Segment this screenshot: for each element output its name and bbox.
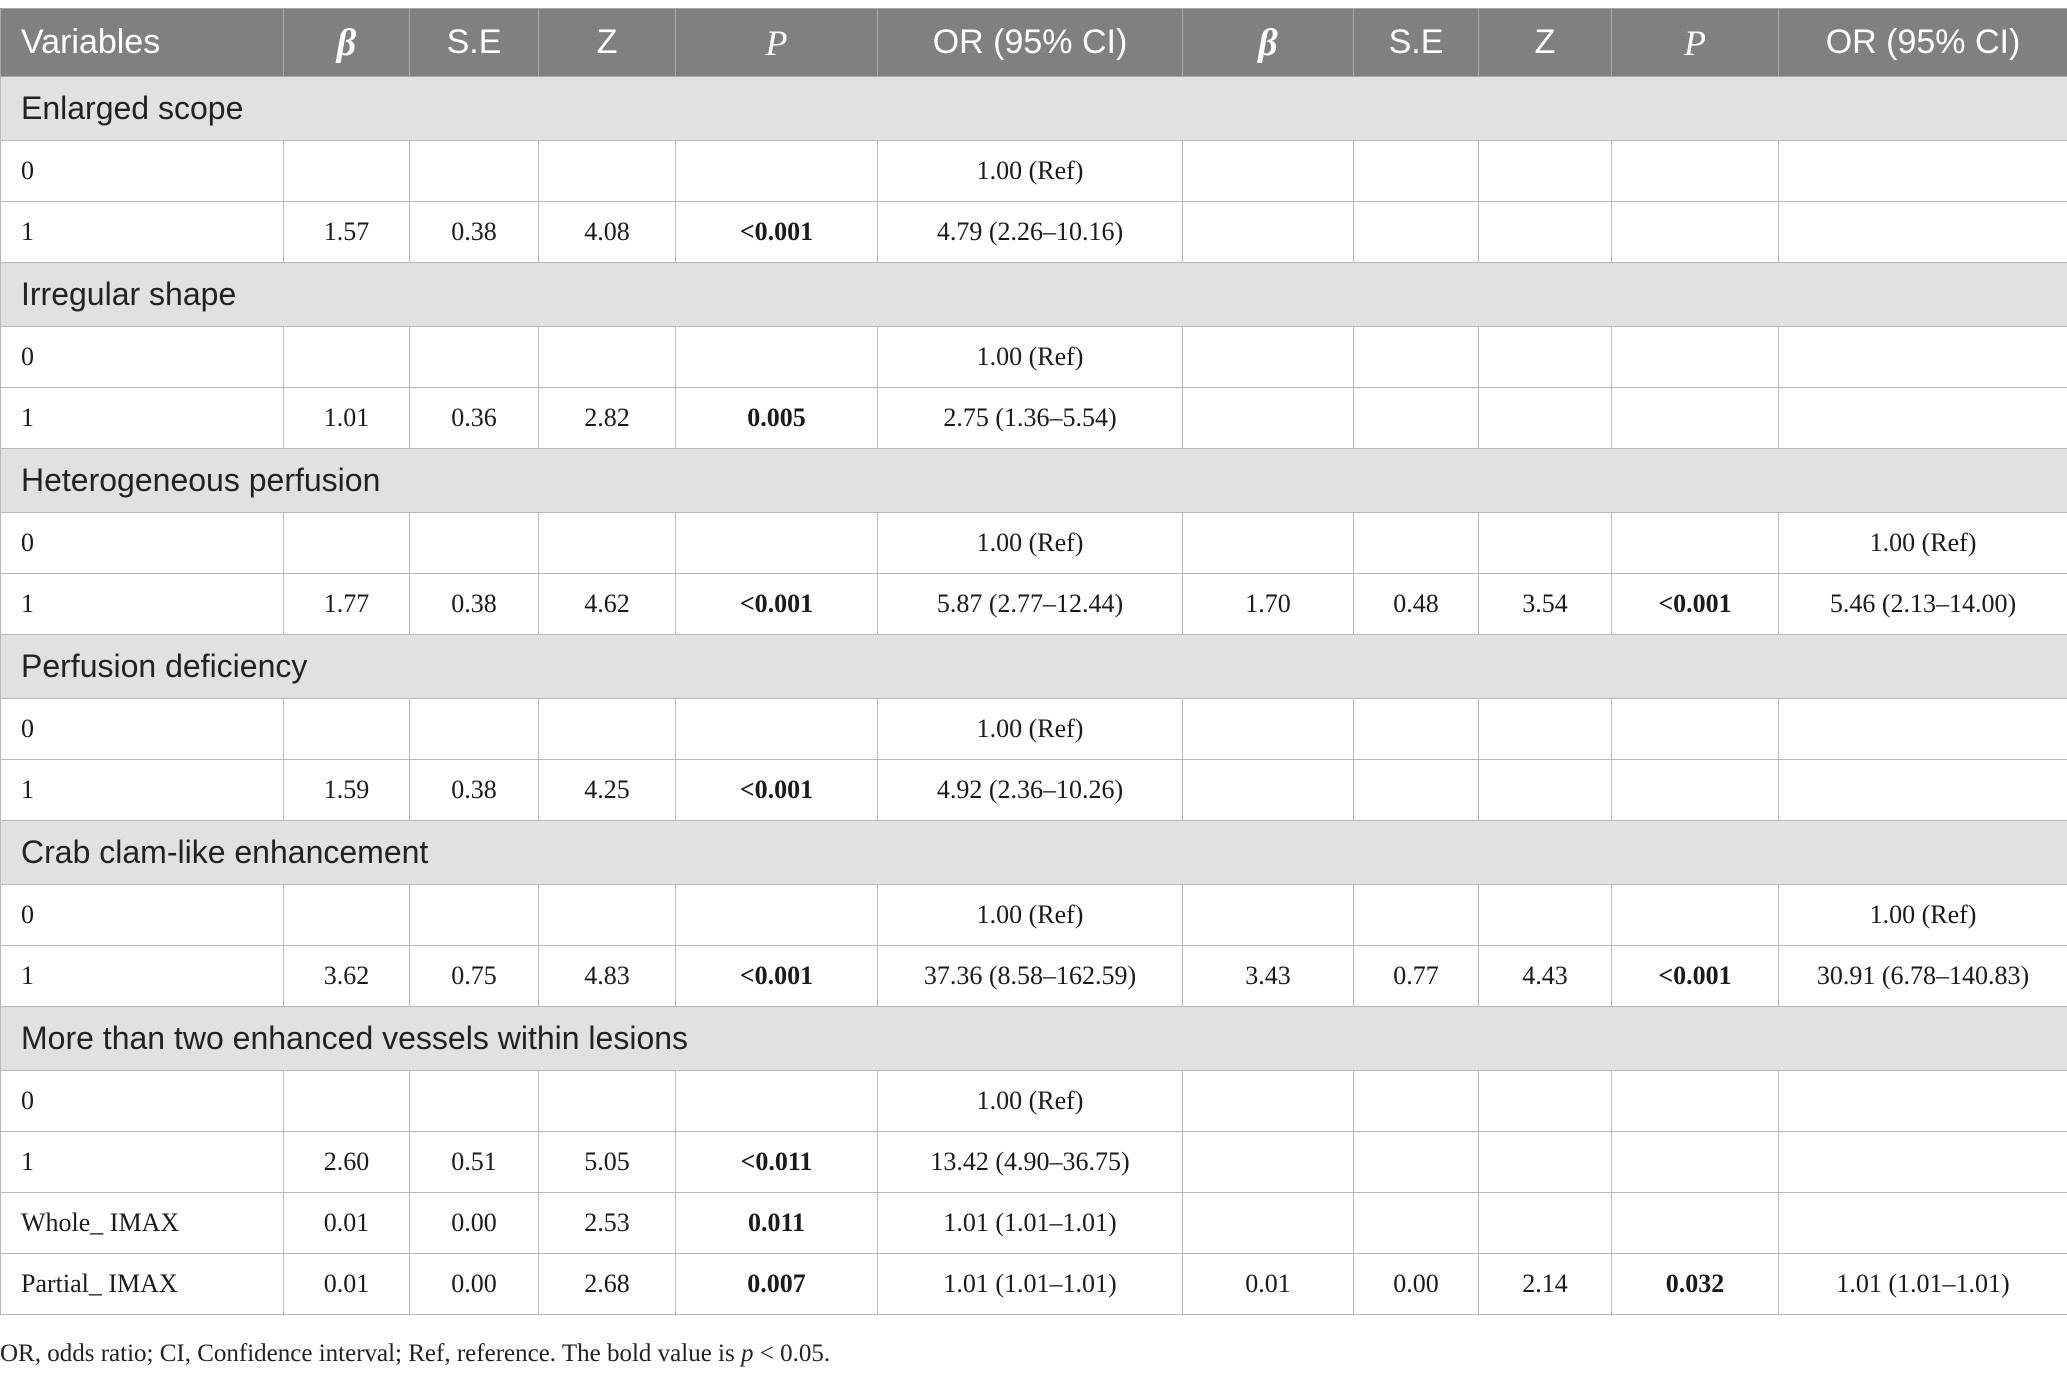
table-cell: <0.001 xyxy=(1612,574,1779,635)
table-cell: 1.00 (Ref) xyxy=(878,699,1183,760)
table-cell xyxy=(1779,327,2067,388)
table-cell: 0.38 xyxy=(410,760,539,821)
group-row xyxy=(1,821,2067,885)
table-cell xyxy=(1479,885,1612,946)
table-cell: 0.75 xyxy=(410,946,539,1007)
table-cell xyxy=(284,327,410,388)
row-label: 0 xyxy=(1,513,284,574)
table-cell xyxy=(676,1071,878,1132)
table-cell: 1.70 xyxy=(1183,574,1354,635)
row-label: 1 xyxy=(1,760,284,821)
table-cell xyxy=(1183,388,1354,449)
table-cell: 1.00 (Ref) xyxy=(1779,513,2067,574)
results-table xyxy=(0,8,2067,1315)
group-title: Heterogeneous perfusion xyxy=(1,449,2067,513)
header-or-ci: OR (95% CI) xyxy=(878,9,1183,77)
table-cell: <0.001 xyxy=(1612,946,1779,1007)
table-cell: 4.92 (2.36–10.26) xyxy=(878,760,1183,821)
table-cell: 0.51 xyxy=(410,1132,539,1193)
table-cell: 30.91 (6.78–140.83) xyxy=(1779,946,2067,1007)
group-title: Enlarged scope xyxy=(1,77,2067,141)
header-beta-multivariate: β xyxy=(1183,9,1354,77)
header-beta: β xyxy=(284,9,410,77)
table-cell: 1.00 (Ref) xyxy=(1779,885,2067,946)
table-cell xyxy=(1354,513,1479,574)
table-cell xyxy=(284,885,410,946)
row-label: Whole_ IMAX xyxy=(1,1193,284,1254)
table-cell: 1.00 (Ref) xyxy=(878,327,1183,388)
table-cell: 1.59 xyxy=(284,760,410,821)
table-cell xyxy=(539,327,676,388)
footnote-p-symbol: p xyxy=(740,1340,754,1367)
table-cell xyxy=(1479,760,1612,821)
group-title: Irregular shape xyxy=(1,263,2067,327)
table-cell xyxy=(1612,327,1779,388)
table-cell: 1.01 (1.01–1.01) xyxy=(1779,1254,2067,1315)
table-cell: 2.53 xyxy=(539,1193,676,1254)
table-cell: 3.62 xyxy=(284,946,410,1007)
table-cell: 0.36 xyxy=(410,388,539,449)
header-z-multivariate: Z xyxy=(1479,9,1612,77)
table-cell xyxy=(1612,1193,1779,1254)
table-cell xyxy=(676,885,878,946)
table-cell xyxy=(539,513,676,574)
row-label: 1 xyxy=(1,574,284,635)
table-cell xyxy=(1779,1193,2067,1254)
table-cell xyxy=(1479,513,1612,574)
table-cell: 4.43 xyxy=(1479,946,1612,1007)
table-cell xyxy=(1183,1071,1354,1132)
table-cell xyxy=(410,513,539,574)
table-cell xyxy=(1779,141,2067,202)
group-row xyxy=(1,263,2067,327)
table-cell: 1.01 (1.01–1.01) xyxy=(878,1254,1183,1315)
table-cell xyxy=(539,699,676,760)
table-cell: 5.05 xyxy=(539,1132,676,1193)
table-cell xyxy=(1183,202,1354,263)
footnote-text: OR, odds ratio; CI, Confidence interval; Ref, reference. The bold value is xyxy=(0,1340,741,1367)
table-cell: 0.032 xyxy=(1612,1254,1779,1315)
table-cell xyxy=(676,327,878,388)
table-cell xyxy=(410,885,539,946)
table-row xyxy=(1,1254,2067,1315)
table-cell xyxy=(676,513,878,574)
table-row xyxy=(1,1071,2067,1132)
table-cell: 37.36 (8.58–162.59) xyxy=(878,946,1183,1007)
table-cell xyxy=(1612,513,1779,574)
table-cell xyxy=(1479,141,1612,202)
table-cell: 0.01 xyxy=(284,1193,410,1254)
table-cell xyxy=(1479,1193,1612,1254)
table-cell: <0.001 xyxy=(676,946,878,1007)
table-cell xyxy=(410,1071,539,1132)
row-label: 1 xyxy=(1,202,284,263)
footnote-threshold: < 0.05. xyxy=(753,1340,831,1367)
table-cell xyxy=(539,885,676,946)
table-cell: 4.62 xyxy=(539,574,676,635)
table-cell: 2.75 (1.36–5.54) xyxy=(878,388,1183,449)
table-cell xyxy=(1354,141,1479,202)
table-body xyxy=(1,77,2067,1315)
table-cell xyxy=(1479,202,1612,263)
group-title: Perfusion deficiency xyxy=(1,635,2067,699)
table-row xyxy=(1,513,2067,574)
table-cell: 0.007 xyxy=(676,1254,878,1315)
table-cell: 4.83 xyxy=(539,946,676,1007)
table-cell: 2.68 xyxy=(539,1254,676,1315)
table-cell xyxy=(1354,202,1479,263)
table-cell xyxy=(1779,388,2067,449)
row-label: 0 xyxy=(1,141,284,202)
row-label: 1 xyxy=(1,946,284,1007)
table-row xyxy=(1,141,2067,202)
table-row xyxy=(1,760,2067,821)
row-label: 1 xyxy=(1,388,284,449)
header-p-multivariate: P xyxy=(1612,9,1779,77)
table-cell xyxy=(1612,699,1779,760)
header-se-multivariate: S.E xyxy=(1354,9,1479,77)
header-variables: Variables xyxy=(1,9,284,77)
table-cell xyxy=(1183,513,1354,574)
table-cell: 2.60 xyxy=(284,1132,410,1193)
table-cell: 0.01 xyxy=(1183,1254,1354,1315)
table-cell: 0.00 xyxy=(410,1254,539,1315)
table-cell xyxy=(1779,1132,2067,1193)
table-cell: 0.00 xyxy=(1354,1254,1479,1315)
table-cell xyxy=(1612,1071,1779,1132)
header-p: P xyxy=(676,9,878,77)
group-row xyxy=(1,635,2067,699)
row-label: 0 xyxy=(1,699,284,760)
row-label: 0 xyxy=(1,327,284,388)
table-cell xyxy=(1183,699,1354,760)
table-cell xyxy=(539,1071,676,1132)
table-cell: 1.77 xyxy=(284,574,410,635)
table-cell xyxy=(1183,1132,1354,1193)
header-row xyxy=(1,9,2067,77)
group-row xyxy=(1,1007,2067,1071)
table-cell xyxy=(1612,1132,1779,1193)
table-cell xyxy=(1479,327,1612,388)
table-row xyxy=(1,885,2067,946)
table-cell: 0.38 xyxy=(410,202,539,263)
group-title: More than two enhanced vessels within lesions xyxy=(1,1007,2067,1071)
table-cell xyxy=(1779,760,2067,821)
table-row xyxy=(1,1132,2067,1193)
table-row xyxy=(1,388,2067,449)
table-cell xyxy=(1354,1132,1479,1193)
table-cell xyxy=(1354,885,1479,946)
table-cell xyxy=(1479,1071,1612,1132)
table-cell xyxy=(1612,202,1779,263)
table-cell xyxy=(284,513,410,574)
table-cell xyxy=(284,1071,410,1132)
table-cell xyxy=(1354,327,1479,388)
table-cell: 1.01 xyxy=(284,388,410,449)
table-cell xyxy=(539,141,676,202)
table-cell: 5.87 (2.77–12.44) xyxy=(878,574,1183,635)
table-cell xyxy=(1183,760,1354,821)
table-cell: 0.38 xyxy=(410,574,539,635)
table-cell: 0.77 xyxy=(1354,946,1479,1007)
table-cell: 2.14 xyxy=(1479,1254,1612,1315)
table-cell xyxy=(410,327,539,388)
header-or-ci-multivariate: OR (95% CI) xyxy=(1779,9,2067,77)
table-cell xyxy=(410,699,539,760)
table-cell: 0.01 xyxy=(284,1254,410,1315)
table-cell xyxy=(410,141,539,202)
table-cell: 1.00 (Ref) xyxy=(878,141,1183,202)
table-cell xyxy=(1779,699,2067,760)
table-cell: 1.00 (Ref) xyxy=(878,1071,1183,1132)
table-cell xyxy=(1612,885,1779,946)
table-cell: <0.001 xyxy=(676,202,878,263)
table-cell xyxy=(1354,388,1479,449)
table-footnote xyxy=(0,1340,830,1368)
table-cell xyxy=(284,141,410,202)
table-cell: 0.48 xyxy=(1354,574,1479,635)
group-title: Crab clam-like enhancement xyxy=(1,821,2067,885)
table-cell: 1.00 (Ref) xyxy=(878,885,1183,946)
table-row xyxy=(1,1193,2067,1254)
table-cell xyxy=(1779,202,2067,263)
table-cell: 0.00 xyxy=(410,1193,539,1254)
table-cell xyxy=(1183,141,1354,202)
table-cell: 2.82 xyxy=(539,388,676,449)
header-z: Z xyxy=(539,9,676,77)
table-cell: <0.001 xyxy=(676,574,878,635)
table-cell xyxy=(1779,1071,2067,1132)
table-cell xyxy=(1354,760,1479,821)
table-cell xyxy=(1479,388,1612,449)
table-cell: 4.08 xyxy=(539,202,676,263)
table-cell xyxy=(1183,327,1354,388)
table-cell: 4.79 (2.26–10.16) xyxy=(878,202,1183,263)
table-cell: 4.25 xyxy=(539,760,676,821)
table-cell xyxy=(1612,388,1779,449)
table-cell: 3.54 xyxy=(1479,574,1612,635)
table-row xyxy=(1,699,2067,760)
table-cell: 13.42 (4.90–36.75) xyxy=(878,1132,1183,1193)
row-label: 0 xyxy=(1,1071,284,1132)
header-se: S.E xyxy=(410,9,539,77)
row-label: 1 xyxy=(1,1132,284,1193)
table-cell: <0.011 xyxy=(676,1132,878,1193)
table-cell xyxy=(284,699,410,760)
table-row xyxy=(1,574,2067,635)
table-cell xyxy=(1479,699,1612,760)
row-label: 0 xyxy=(1,885,284,946)
table-cell: 0.005 xyxy=(676,388,878,449)
table-row xyxy=(1,327,2067,388)
table-cell xyxy=(676,699,878,760)
table-cell xyxy=(1183,885,1354,946)
group-row xyxy=(1,77,2067,141)
table-cell xyxy=(1183,1193,1354,1254)
table-row xyxy=(1,202,2067,263)
table-cell xyxy=(1354,699,1479,760)
table-cell: 1.01 (1.01–1.01) xyxy=(878,1193,1183,1254)
row-label: Partial_ IMAX xyxy=(1,1254,284,1315)
table-cell: 1.57 xyxy=(284,202,410,263)
table-cell: 5.46 (2.13–14.00) xyxy=(1779,574,2067,635)
table-cell xyxy=(1612,141,1779,202)
table-cell xyxy=(1354,1071,1479,1132)
table-cell: <0.001 xyxy=(676,760,878,821)
table-cell xyxy=(1612,760,1779,821)
group-row xyxy=(1,449,2067,513)
table-cell xyxy=(1354,1193,1479,1254)
table-cell: 0.011 xyxy=(676,1193,878,1254)
table-cell xyxy=(676,141,878,202)
table-cell: 1.00 (Ref) xyxy=(878,513,1183,574)
table-cell xyxy=(1479,1132,1612,1193)
table-cell: 3.43 xyxy=(1183,946,1354,1007)
table-row xyxy=(1,946,2067,1007)
